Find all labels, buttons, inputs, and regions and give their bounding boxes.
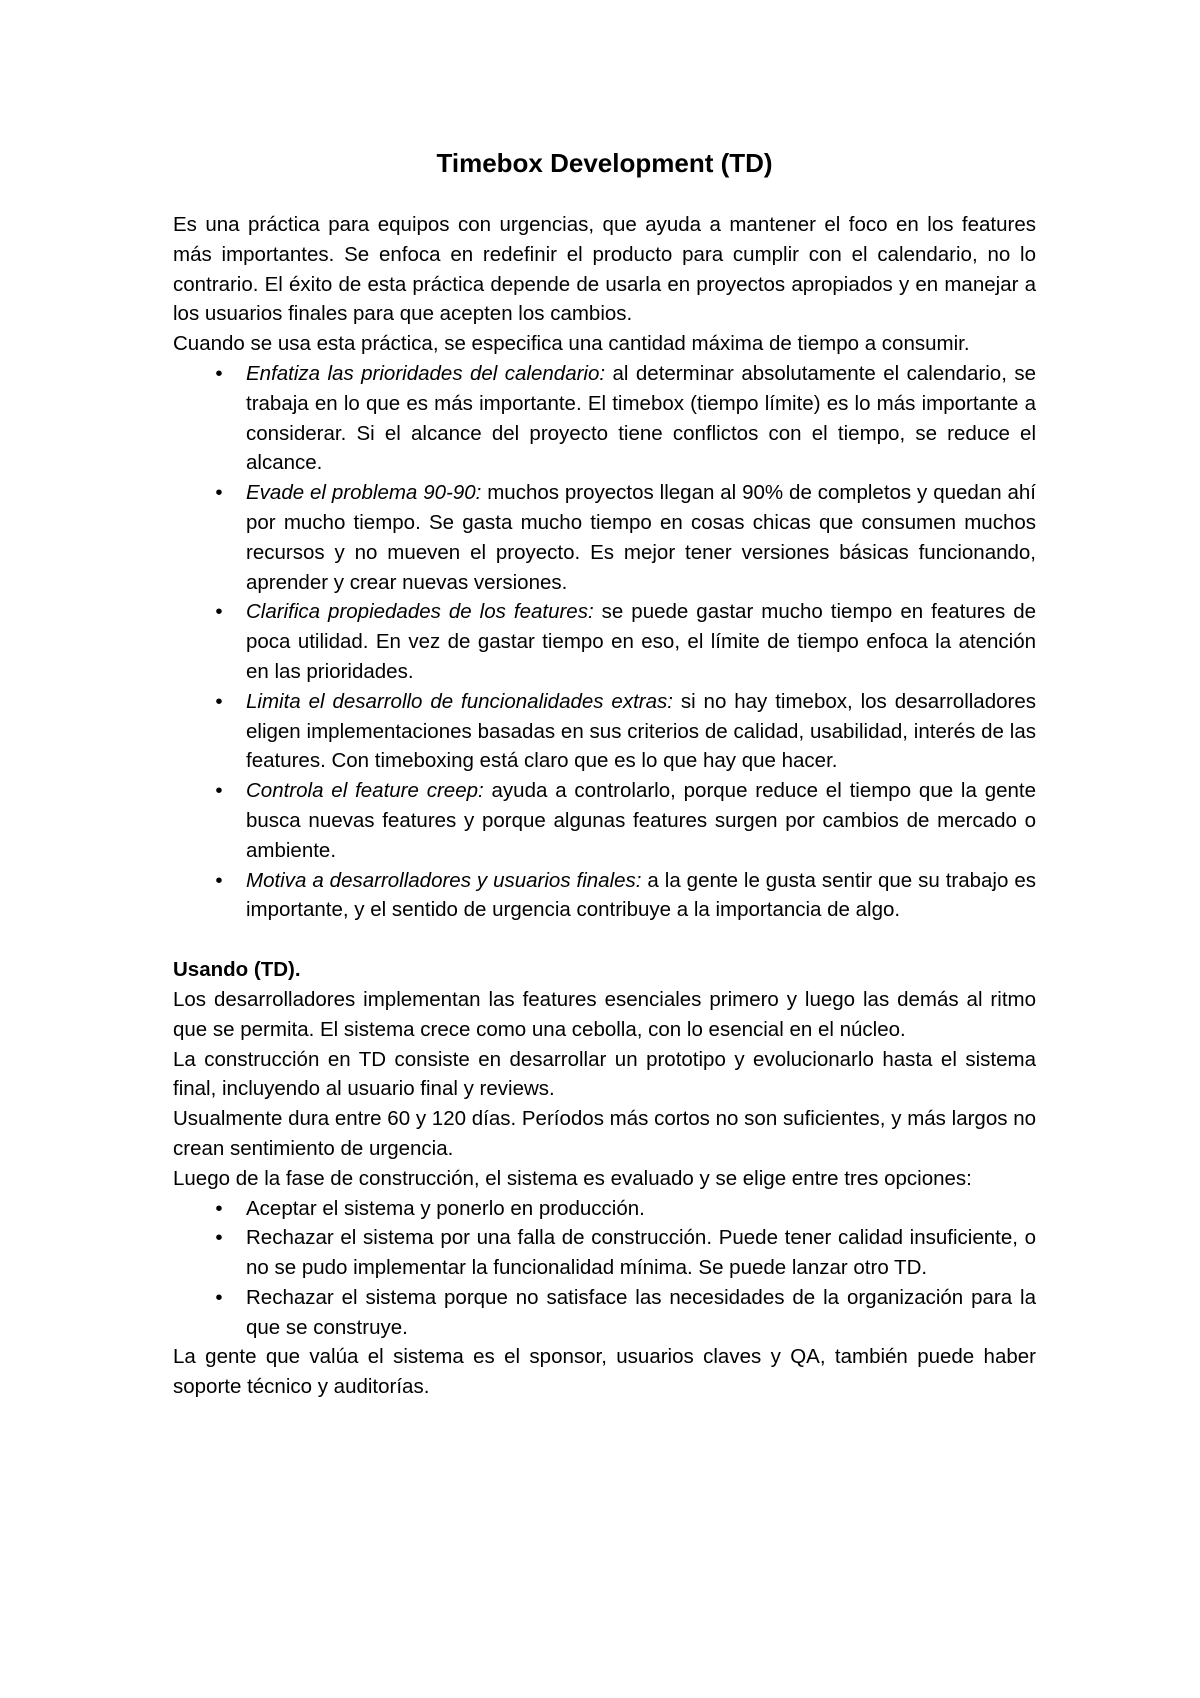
- intro-paragraph-max-time: Cuando se usa esta práctica, se especifica una cantidad máxima de tiempo a consumir.: [173, 332, 970, 356]
- intro-paragraph: Es una práctica para equipos con urgencias, que ayuda a mantener el foco en los features más importantes. Se enfoca en redefinir el producto para cumplir con el calendario, no lo contrario. El éxito de esta práctica depende de usarla en proyectos apropiados y en manejar a los usuarios finales para que acepten los cambios.: [173, 213, 1036, 326]
- usage-paragraph: Usualmente dura entre 60 y 120 días. Períodos más cortos no son suficientes, y más largos no crean sentimiento de urgencia.: [173, 1107, 1036, 1160]
- bullet-icon: •: [215, 1196, 223, 1220]
- benefit-text: si no hay timebox, los desarrolladores eligen implementaciones basadas en sus criterios de calidad, usabilidad, interés de las features. Con timeboxing está claro que es lo que hay que hacer.: [246, 689, 1036, 773]
- list-item: [173, 687, 1036, 776]
- bullet-icon: •: [215, 779, 223, 803]
- option-text: Rechazar el sistema porque no satisface las necesidades de la organización para la que se construye.: [246, 1285, 1036, 1339]
- list-item: [173, 776, 1036, 865]
- usage-paragraph: La construcción en TD consiste en desarrollar un prototipo y evolucionarlo hasta el sistema final, incluyendo al usuario final y reviews.: [173, 1047, 1036, 1101]
- usage-paragraph-evaluators: La gente que valúa el sistema es el sponsor, usuarios claves y QA, también puede haber soporte técnico y auditorías.: [173, 1345, 1036, 1399]
- bullet-icon: •: [215, 1285, 223, 1309]
- bullet-icon: •: [215, 1226, 223, 1250]
- list-item: [173, 1223, 1036, 1283]
- bullet-icon: •: [215, 689, 223, 713]
- bullet-icon: •: [215, 361, 223, 385]
- usage-paragraph: Los desarrolladores implementan las features esenciales primero y luego las demás al ritmo que se permita. El sistema crece como una cebolla, con lo esencial en el núcleo.: [173, 987, 1036, 1041]
- options-list: [173, 1194, 1036, 1343]
- benefits-list: [173, 359, 1036, 925]
- list-item: [173, 359, 1036, 478]
- list-item: [173, 1194, 1036, 1224]
- usage-paragraph: Luego de la fase de construcción, el sistema es evaluado y se elige entre tres opciones:: [173, 1166, 972, 1190]
- bullet-icon: •: [215, 481, 223, 505]
- benefit-term: Controla el feature creep:: [246, 779, 484, 803]
- document-title: Timebox Development (TD): [436, 148, 773, 178]
- benefit-text: se puede gastar mucho tiempo en features de poca utilidad. En vez de gastar tiempo en eso, el límite de tiempo enfoca la atención en las prioridades.: [246, 600, 1036, 683]
- benefit-term: Motiva a desarrolladores y usuarios finales:: [246, 868, 642, 892]
- document-body: [173, 146, 1036, 1402]
- section-heading-usando: Usando (TD).: [173, 958, 301, 982]
- benefit-text: a la gente le gusta sentir que su trabajo es importante, y el sentido de urgencia contribuye a la importancia de algo.: [246, 868, 1036, 922]
- benefit-term: Evade el problema 90-90:: [246, 481, 482, 505]
- benefit-term: Enfatiza las prioridades del calendario:: [246, 361, 606, 385]
- bullet-icon: •: [215, 868, 223, 892]
- benefit-term: Clarifica propiedades de los features:: [246, 600, 594, 624]
- benefit-text: muchos proyectos llegan al 90% de completos y quedan ahí por mucho tiempo. Se gasta mucho tiempo en cosas chicas que consumen muchos recursos y no mueven el proyecto. Es mejor tener versiones básicas funcionando, aprender y crear nuevas versiones.: [246, 481, 1036, 594]
- benefit-text: ayuda a controlarlo, porque reduce el tiempo que la gente busca nuevas features y porque algunas features surgen por cambios de mercado o ambiente.: [246, 779, 1037, 862]
- option-text: Rechazar el sistema por una falla de construcción. Puede tener calidad insuficiente, o no se pudo implementar la funcionalidad mínima. Se puede lanzar otro TD.: [246, 1226, 1036, 1280]
- benefit-term: Limita el desarrollo de funcionalidades extras:: [246, 689, 673, 713]
- list-item: [173, 597, 1036, 686]
- bullet-icon: •: [215, 600, 223, 624]
- benefit-text: al determinar absolutamente el calendario, se trabaja en lo que es más importante. El timebox (tiempo límite) es lo más importante a considerar. Si el alcance del proyecto tiene conflictos con el tiempo, se reduce el alcance.: [246, 361, 1036, 475]
- list-item: [173, 866, 1036, 926]
- list-item: [173, 1283, 1036, 1343]
- option-text: Aceptar el sistema y ponerlo en producción.: [246, 1196, 645, 1220]
- list-item: [173, 478, 1036, 597]
